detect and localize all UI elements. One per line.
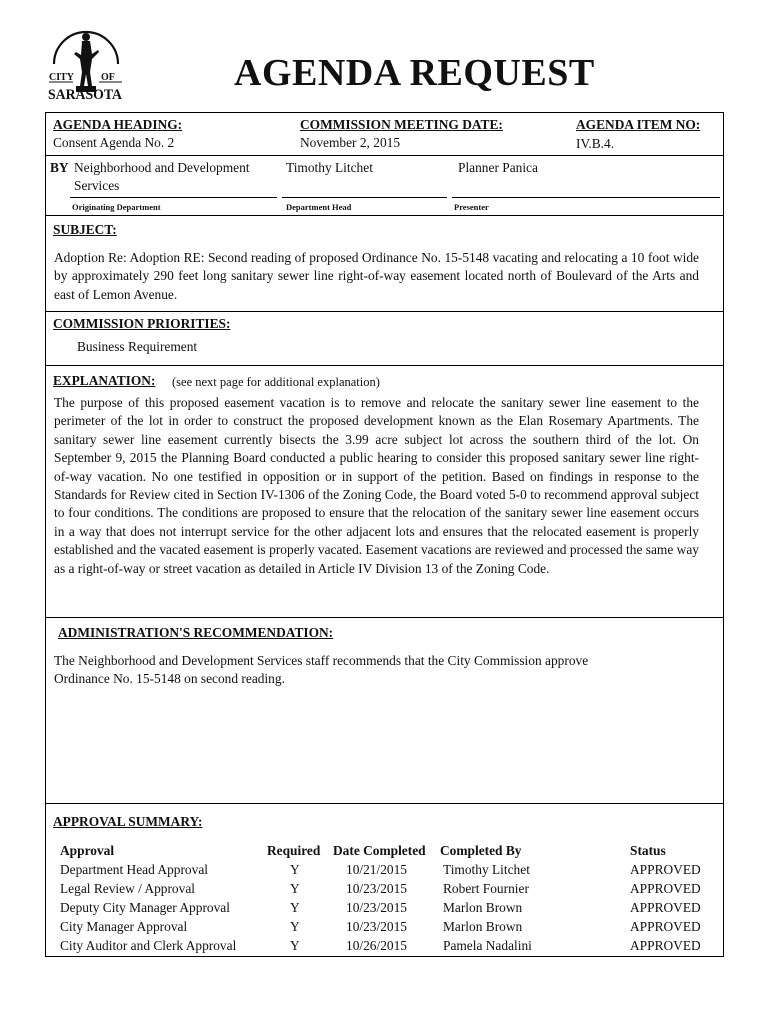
approval-summary-label: APPROVAL SUMMARY: bbox=[53, 814, 203, 829]
completed-by: Marlon Brown bbox=[443, 919, 523, 934]
agenda-heading-value: Consent Agenda No. 2 bbox=[53, 135, 175, 150]
recommendation-line1: The Neighborhood and Development Services staff recommends that the City Commission approve bbox=[54, 653, 589, 668]
by-label: BY bbox=[50, 160, 69, 175]
approval-name: City Manager Approval bbox=[60, 919, 188, 934]
divider bbox=[46, 155, 723, 156]
approval-status: APPROVED bbox=[630, 862, 701, 877]
required-value: Y bbox=[290, 938, 300, 953]
recommendation-line2: Ordinance No. 15-5148 on second reading. bbox=[54, 671, 285, 686]
required-column-header: Required bbox=[267, 843, 321, 858]
required-value: Y bbox=[290, 862, 300, 877]
subject-label: SUBJECT: bbox=[53, 222, 117, 237]
subject-text: Adoption Re: Adoption RE: Second reading of proposed Ordinance No. 15-5148 vacating and relocating a 10 foot wide by approximately 290 feet long sanitary sewer line right-of-way easement located north of Boulevard of the Arts and east of Lemon Avenue. bbox=[54, 250, 699, 302]
date-completed: 10/23/2015 bbox=[346, 919, 408, 934]
logo-sarasota-text: SARASOTA bbox=[48, 87, 123, 103]
commission-priorities-label: COMMISSION PRIORITIES: bbox=[53, 316, 231, 331]
divider bbox=[46, 365, 723, 366]
meeting-date-value: November 2, 2015 bbox=[300, 135, 401, 150]
recommendation-label: ADMINISTRATION'S RECOMMENDATION: bbox=[58, 625, 334, 640]
status-column-header: Status bbox=[630, 843, 666, 858]
divider bbox=[46, 617, 723, 618]
signature-line bbox=[70, 197, 277, 198]
date-completed: 10/23/2015 bbox=[346, 900, 408, 915]
approval-column-header: Approval bbox=[60, 843, 115, 858]
date-completed: 10/21/2015 bbox=[346, 862, 408, 877]
date-completed: 10/26/2015 bbox=[346, 938, 408, 953]
agenda-item-no-value: IV.B.4. bbox=[576, 136, 615, 151]
approval-name: Legal Review / Approval bbox=[60, 881, 195, 896]
required-value: Y bbox=[290, 900, 300, 915]
approval-status: APPROVED bbox=[630, 881, 701, 896]
completed-by: Robert Fournier bbox=[443, 881, 529, 896]
required-value: Y bbox=[290, 919, 300, 934]
approval-name: Department Head Approval bbox=[60, 862, 208, 877]
signature-line bbox=[282, 197, 447, 198]
divider bbox=[46, 311, 723, 312]
completed-by: Pamela Nadalini bbox=[443, 938, 532, 953]
agenda-form bbox=[45, 112, 724, 957]
explanation-text: The purpose of this proposed easement vacation is to remove and relocate the sanitary sewer line easement to the perimeter of the lot in order to construct the proposed development known as the Elan Rosemary Apartments. The sanitary sewer line easement currently bisects the 3.99 acre subject lot across the southern third of the lot. On September 9, 2015 the Planning Board conducted a public hearing to consider this proposed sanitary sewer line right-of-way vacation. No one testified in opposition or in support of the petition. Based on findings in response to the Standards for Review cited in Section IV-1306 of the Zoning Code, the Board voted 5-0 to recommend approval subject to four conditions. The conditions are proposed to ensure that the relocation of the sanitary sewer line easement occurs in a way that does not interrupt service for the other adjacent lots and ensures that the relocated easement is properly established and the vacated easement is properly vacated. Easement vacations are reviewed and processed the same way as a right-of-way or street vacation as detailed in Article IV Division 13 of the Zoning Code. bbox=[54, 395, 699, 576]
signature-line bbox=[452, 197, 720, 198]
required-value: Y bbox=[290, 881, 300, 896]
explanation-note: (see next page for additional explanation) bbox=[172, 375, 380, 389]
approval-status: APPROVED bbox=[630, 919, 701, 934]
explanation-label: EXPLANATION: bbox=[53, 373, 156, 388]
department-head-caption: Department Head bbox=[286, 202, 352, 212]
approval-name: Deputy City Manager Approval bbox=[60, 900, 230, 915]
presenter-caption: Presenter bbox=[454, 202, 489, 212]
page-title: AGENDA REQUEST bbox=[234, 52, 595, 94]
agenda-heading-label: AGENDA HEADING: bbox=[53, 117, 183, 132]
approval-status: APPROVED bbox=[630, 900, 701, 915]
originating-department-line2: Services bbox=[74, 178, 120, 193]
logo-of-text: OF bbox=[101, 72, 115, 83]
commission-priorities-value: Business Requirement bbox=[77, 339, 198, 354]
completed-by-column-header: Completed By bbox=[440, 843, 522, 858]
agenda-item-no-label: AGENDA ITEM NO: bbox=[576, 117, 701, 132]
department-head-name: Timothy Litchet bbox=[286, 160, 373, 175]
date-completed-column-header: Date Completed bbox=[333, 843, 426, 858]
completed-by: Marlon Brown bbox=[443, 900, 523, 915]
originating-department-line1: Neighborhood and Development bbox=[74, 160, 250, 175]
completed-by: Timothy Litchet bbox=[443, 862, 530, 877]
date-completed: 10/23/2015 bbox=[346, 881, 408, 896]
meeting-date-label: COMMISSION MEETING DATE: bbox=[300, 117, 503, 132]
divider bbox=[46, 215, 723, 216]
logo-city-text: CITY bbox=[49, 72, 75, 83]
city-of-sarasota-logo bbox=[46, 24, 126, 106]
divider bbox=[46, 803, 723, 804]
presenter-name: Planner Panica bbox=[458, 160, 538, 175]
approval-name: City Auditor and Clerk Approval bbox=[60, 938, 237, 953]
originating-department-caption: Originating Department bbox=[72, 202, 161, 212]
approval-status: APPROVED bbox=[630, 938, 701, 953]
